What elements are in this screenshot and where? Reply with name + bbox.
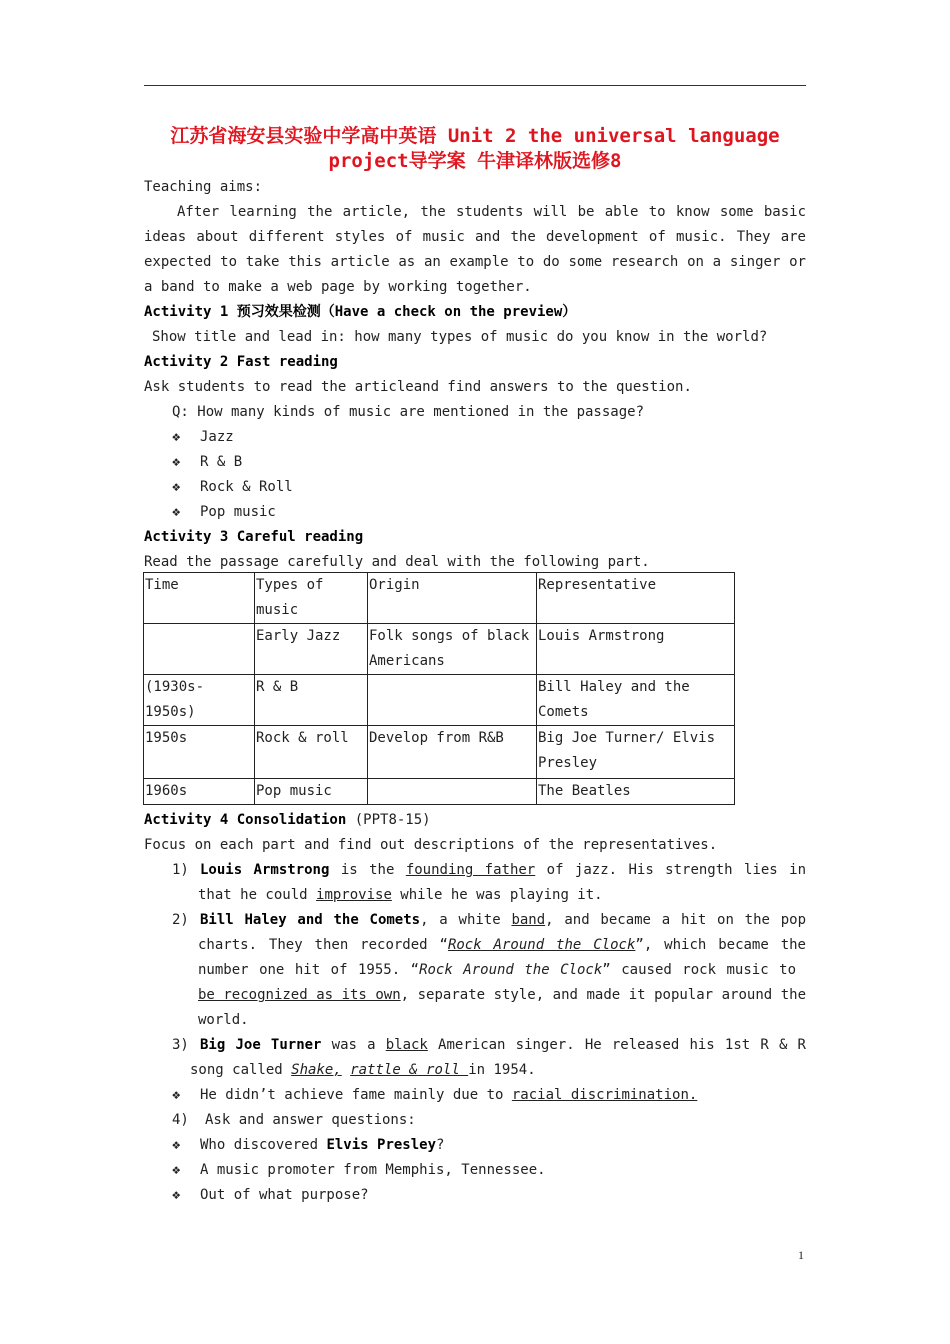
- list-item: ❖ Who discovered Elvis Presley?: [172, 1133, 444, 1158]
- document-title: [144, 124, 806, 174]
- activity-4-ref: (PPT8-15): [354, 812, 431, 828]
- list-item: ❖ He didn’t achieve fame mainly due to racial discrimination.: [172, 1083, 697, 1108]
- activity-2-heading: Activity 2 Fast reading: [144, 354, 338, 370]
- list-item: ❖ R & B: [172, 450, 242, 475]
- activity-2-text: Ask students to read the articleand find answers to the question.: [144, 379, 692, 395]
- item-2-line-1: Bill Haley and the Comets, a white band, and became a hit on the pop: [200, 912, 807, 928]
- title-line-1: 江苏省海安县实验中学高中英语 Unit 2 the universal language: [170, 125, 780, 147]
- item-number: 3): [172, 1037, 189, 1053]
- diamond-bullet-icon: ❖: [172, 1162, 181, 1178]
- teaching-aims-line-3: expected to take this article as an example to do some research on a singer or: [144, 254, 806, 270]
- music-history-table: [143, 572, 735, 805]
- table-row: [144, 624, 735, 675]
- item-1-line-1: Louis Armstrong is the founding father of jazz. His strength lies in: [200, 862, 806, 878]
- table-cell: [368, 779, 537, 805]
- table-cell: [368, 675, 537, 726]
- activity-3-text: Read the passage carefully and deal with the following part.: [144, 554, 650, 570]
- diamond-bullet-icon: ❖: [172, 504, 181, 520]
- diamond-bullet-icon: ❖: [172, 1137, 181, 1153]
- list-item: ❖ Out of what purpose?: [172, 1183, 369, 1208]
- item-2-line-3: number one hit of 1955. “Rock Around the Clock” caused rock music to: [198, 962, 797, 978]
- table-cell: R & B: [255, 675, 368, 726]
- item-3-line-2: song called Shake, rattle & roll in 1954.: [190, 1062, 536, 1078]
- item-number: 4): [172, 1112, 189, 1128]
- teaching-aims-line-2: ideas about different styles of music and the development of music. They are: [144, 229, 806, 245]
- page-number: 1: [798, 1248, 804, 1262]
- item-2-line-4: be recognized as its own, separate style, and made it popular around the: [198, 987, 806, 1003]
- table-row: [144, 675, 735, 726]
- item-number: 1): [172, 862, 189, 878]
- table-cell: Pop music: [255, 779, 368, 805]
- activity-4-text: Focus on each part and find out descriptions of the representatives.: [144, 837, 718, 853]
- item-4-text: Ask and answer questions:: [205, 1112, 416, 1128]
- item-number: 2): [172, 912, 189, 928]
- table-cell: Bill Haley and the Comets: [537, 675, 735, 726]
- table-cell: 1950s: [144, 726, 255, 779]
- table-cell: (1930s-1950s): [144, 675, 255, 726]
- table-row: [144, 779, 735, 805]
- table-cell: Early Jazz: [255, 624, 368, 675]
- table-row: [144, 726, 735, 779]
- activity-1-text: Show title and lead in: how many types of music do you know in the world?: [152, 329, 768, 345]
- list-item: ❖ Jazz: [172, 425, 234, 450]
- title-line-2: project导学案 牛津译林版选修8: [328, 150, 622, 172]
- table-header-row: [144, 573, 735, 624]
- activity-1-heading: Activity 1 预习效果检测（Have a check on the preview）: [144, 304, 577, 320]
- diamond-bullet-icon: ❖: [172, 1187, 181, 1203]
- table-cell: Louis Armstrong: [537, 624, 735, 675]
- diamond-bullet-icon: ❖: [172, 479, 181, 495]
- table-cell: Rock & roll: [255, 726, 368, 779]
- list-item: ❖ Pop music: [172, 500, 276, 525]
- diamond-bullet-icon: ❖: [172, 1087, 181, 1103]
- diamond-bullet-icon: ❖: [172, 454, 181, 470]
- table-header-cell: Time: [144, 573, 255, 624]
- teaching-aims-heading: Teaching aims:: [144, 179, 263, 195]
- table-cell: 1960s: [144, 779, 255, 805]
- diamond-bullet-icon: ❖: [172, 429, 181, 445]
- header-rule: [144, 85, 806, 86]
- teaching-aims-line-1: After learning the article, the students will be able to know some basic: [177, 204, 806, 220]
- table-cell: The Beatles: [537, 779, 735, 805]
- table-header-cell: Types of music: [255, 573, 368, 624]
- activity-2-question: Q: How many kinds of music are mentioned in the passage?: [172, 404, 645, 420]
- table-cell: Big Joe Turner/ Elvis Presley: [537, 726, 735, 779]
- item-2-line-5: world.: [198, 1012, 249, 1028]
- teaching-aims-line-4: a band to make a web page by working together.: [144, 279, 532, 295]
- table-cell: Develop from R&B: [368, 726, 537, 779]
- item-2-line-2: charts. They then recorded “Rock Around the Clock”, which became the: [198, 937, 806, 953]
- activity-4-heading-line: [144, 808, 431, 833]
- table-cell: Folk songs of black Americans: [368, 624, 537, 675]
- table-header-cell: Representative: [537, 573, 735, 624]
- table-cell: [144, 624, 255, 675]
- activity-3-heading: Activity 3 Careful reading: [144, 529, 364, 545]
- table-header-cell: Origin: [368, 573, 537, 624]
- list-item: ❖ A music promoter from Memphis, Tennessee.: [172, 1158, 546, 1183]
- list-item: ❖ Rock & Roll: [172, 475, 293, 500]
- item-1-line-2: that he could improvise while he was playing it.: [198, 887, 603, 903]
- item-3-line-1: Big Joe Turner was a black American singer. He released his 1st R & R: [200, 1037, 806, 1053]
- activity-4-heading: Activity 4 Consolidation: [144, 812, 347, 828]
